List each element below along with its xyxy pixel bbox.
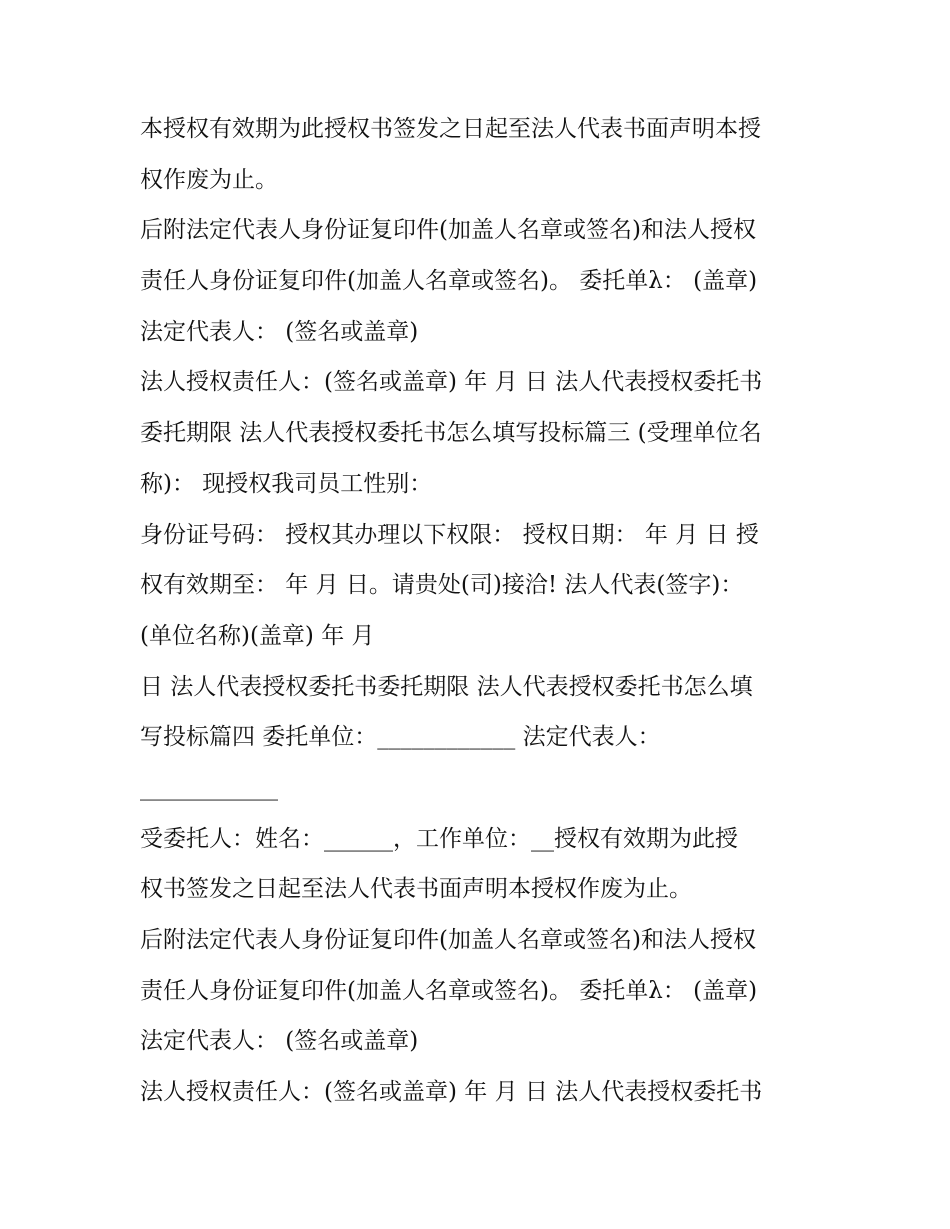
text-line: ____________ [140,774,278,801]
text-line: 权书签发之日起至法人代表书面声明本授权作废为止。 [140,876,692,903]
text-line: 后附法定代表人身份证复印件(加盖人名章或签名)和法人授权 [140,927,756,953]
text-line: 身份证号码： 授权其办理以下权限： 授权日期： 年 月 日 授 [140,521,759,548]
text-line: (单位名称)(盖章) 年 月 [140,622,375,649]
text-line: 责任人身份证复印件(加盖人名章或签名)。 委托单λ： (盖章) [140,977,758,1004]
text-line: 委托期限 法人代表授权委托书怎么填写投标篇三 (受理单位名 [140,420,762,447]
text-line: 权有效期至： 年 月 日。请贵处(司)接洽! 法人代表(签字)： [140,572,744,599]
text-line: 法定代表人： (签名或盖章) [140,1028,419,1055]
text-line: 本授权有效期为此授权书签发之日起至法人代表书面声明本授 [140,116,761,142]
text-line: 写投标篇四 委托单位：____________ 法定代表人： [140,724,661,751]
text-line: 称)： 现授权我司员工性别： [140,470,433,497]
text-line: 权作废为止。 [140,166,278,193]
text-line: 责任人身份证复印件(加盖人名章或签名)。 委托单λ： (盖章) [140,268,758,295]
text-line: 法人授权责任人：(签名或盖章) 年 月 日 法人代表授权委托书 [140,369,763,396]
text-line: 法人授权责任人：(签名或盖章) 年 月 日 法人代表授权委托书 [140,1079,763,1106]
text-line: 受委托人：姓名：______，工作单位：__授权有效期为此授 [140,825,738,852]
text-line: 法定代表人： (签名或盖章) [140,318,419,345]
text-line: 后附法定代表人身份证复印件(加盖人名章或签名)和法人授权 [140,217,756,244]
document-body [140,104,820,1118]
text-line: 日 法人代表授权委托书委托期限 法人代表授权委托书怎么填 [140,673,753,700]
